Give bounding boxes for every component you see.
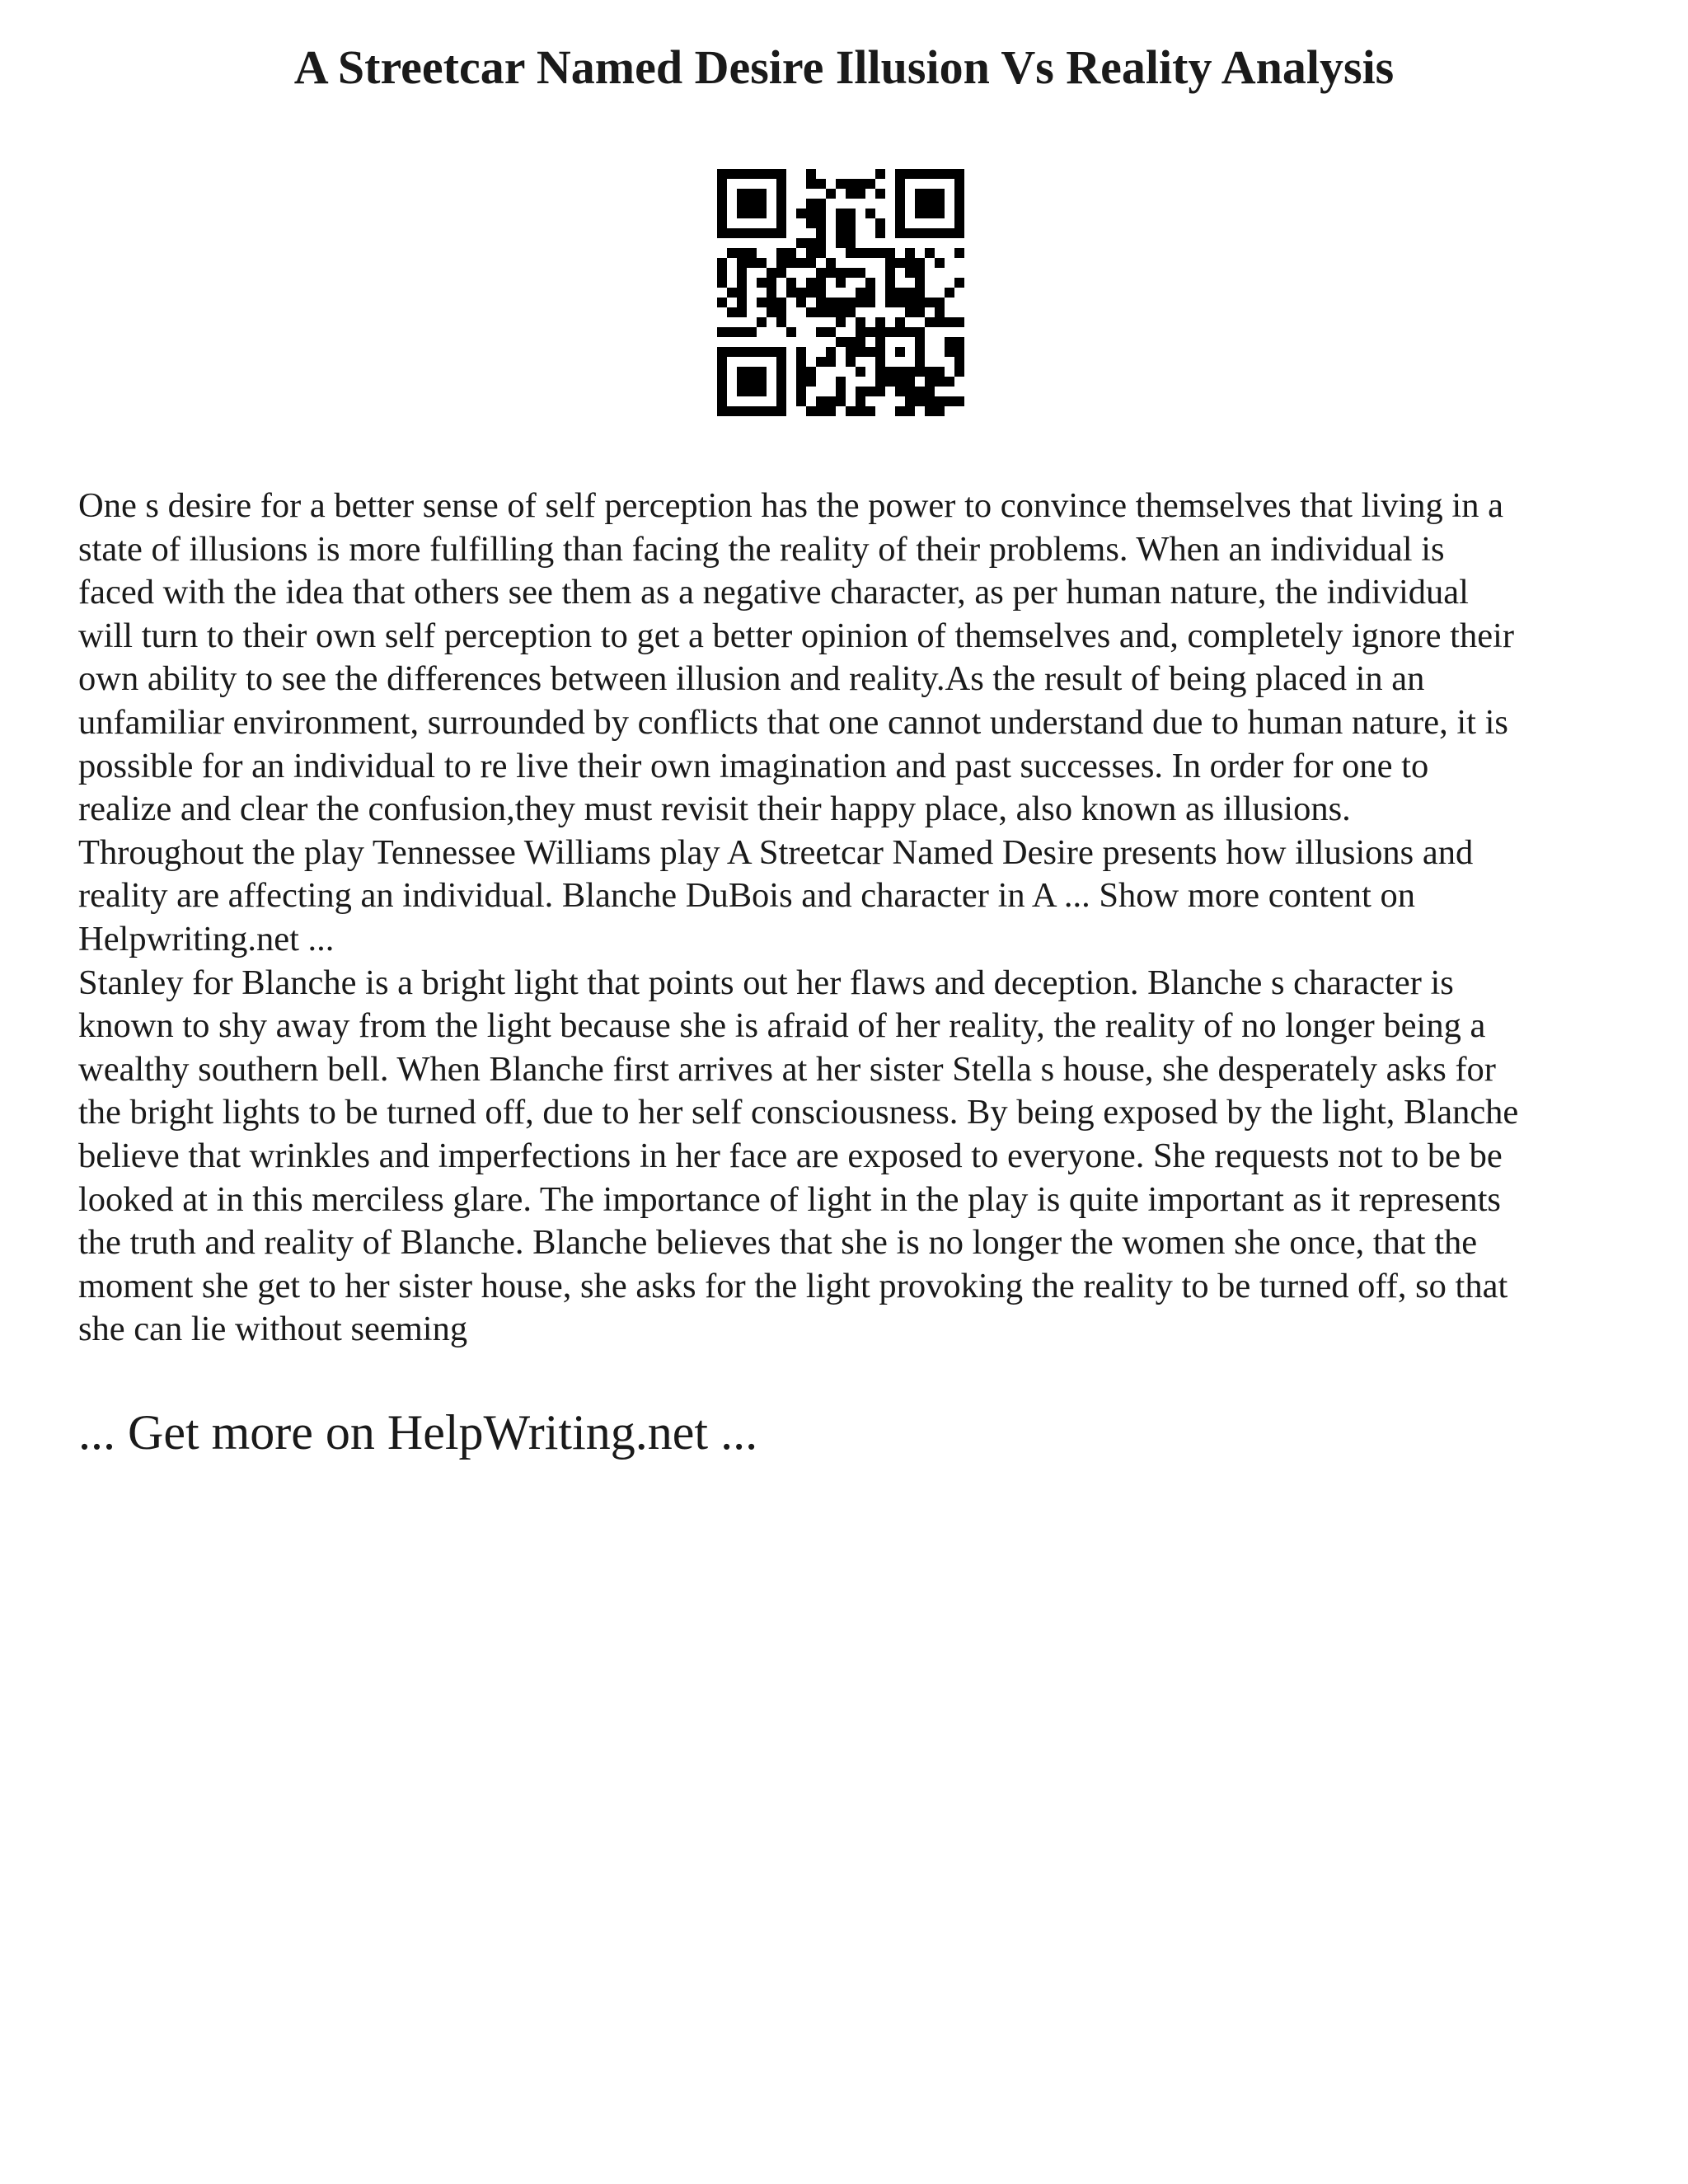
get-more-link[interactable]: ... Get more on HelpWriting.net ... — [78, 1405, 758, 1460]
body-paragraph: Stanley for Blanche is a bright light that points out her flaws and deception. Blanche s character is known to shy away from the light because she is afraid of her reality, the reality of no longer being a wealthy southern bell. When Blanche first arrives at her sister Stella s house, she desperately asks for the bright lights to be turned off, due to her self consciousness. By being exposed by the light, Blanche believe that wrinkles and imperfections in her face are exposed to everyone. She requests not to be be looked at in this merciless glare. The importance of light in the play is quite important as it represents the truth and reality of Blanche. Blanche believes that she is no longer the women she once, that the moment she get to her sister house, she asks for the light provoking the reality to be turned off, so that she can lie without seeming — [78, 963, 1519, 1349]
body-paragraph: One s desire for a better sense of self perception has the power to convince themselves that living in a state of illusions is more fulfilling than facing the reality of their problems. When an individual is faced with the idea that others see them as a negative character, as per human nature, the individual will turn to their own self perception to get a better opinion of themselves and, completely ignore their own ability to see the differences between illusion and reality.As the result of being placed in an unfamiliar environment, surrounded by conflicts that one cannot understand due to human nature, it is possible for an individual to re live their own imagination and past successes. In order for one to realize and clear the confusion,they must revisit their happy place, also known as illusions. Throughout the play Tennessee Williams play A Streetcar Named Desire presents how illusions and reality are affecting an individual. Blanche DuBois and character in A ... Show more content on Helpwriting.net ... — [78, 486, 1515, 958]
page-title: A Streetcar Named Desire Illusion Vs Reality Analysis — [293, 40, 1395, 94]
article-body — [78, 485, 1620, 1352]
qr-code-icon — [717, 169, 964, 416]
